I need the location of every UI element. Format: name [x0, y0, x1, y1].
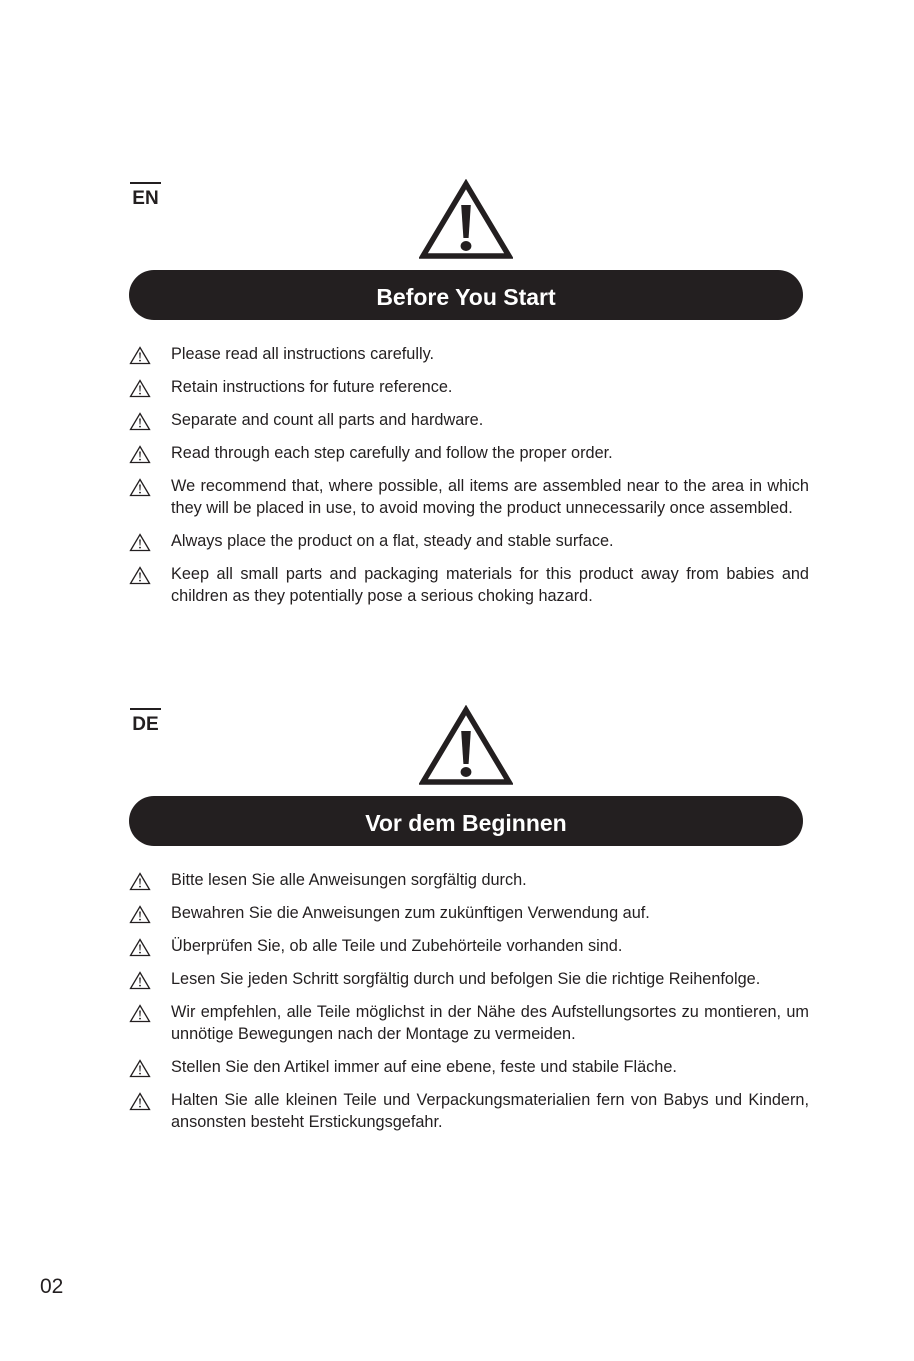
- list-item-text: Wir empfehlen, alle Teile möglichst in der Nähe des Aufstellungsortes zu montieren, um unnötige Bewegungen nach der Montage zu vermeiden.: [171, 1003, 809, 1043]
- list-item-text: Bitte lesen Sie alle Anweisungen sorgfältig durch.: [171, 871, 527, 889]
- warning-triangle-icon: [129, 412, 151, 431]
- list-item: [129, 530, 809, 552]
- list-item-text: Keep all small parts and packaging materials for this product away from babies and children as they potentially pose a serious choking hazard.: [171, 565, 809, 605]
- list-item-text: Always place the product on a flat, steady and stable surface.: [171, 532, 614, 550]
- list-item: [129, 409, 809, 431]
- section-title-de: Vor dem Beginnen: [129, 796, 803, 846]
- list-item: [129, 1089, 809, 1133]
- list-item: [129, 376, 809, 398]
- warning-triangle-icon: [129, 346, 151, 365]
- warning-triangle-icon: [129, 478, 151, 497]
- list-item-text: We recommend that, where possible, all items are assembled near to the area in which they will be placed in use, to avoid moving the product unnecessarily once assembled.: [171, 477, 809, 517]
- list-item: [129, 563, 809, 607]
- list-item-text: Please read all instructions carefully.: [171, 345, 435, 363]
- list-item-text: Retain instructions for future reference.: [171, 378, 453, 396]
- list-item: [129, 935, 809, 957]
- list-item: [129, 1056, 809, 1078]
- language-tag-en: EN: [130, 182, 161, 209]
- page-number: 02: [40, 1275, 64, 1298]
- warning-triangle-icon: [129, 379, 151, 398]
- warning-triangle-icon: [129, 445, 151, 464]
- list-item-text: Halten Sie alle kleinen Teile und Verpackungsmaterialien fern von Babys und Kindern, ansonsten besteht Erstickungsgefahr.: [171, 1091, 809, 1131]
- list-item: [129, 475, 809, 519]
- list-item: [129, 1001, 809, 1045]
- warning-triangle-icon: [129, 566, 151, 585]
- list-item: [129, 442, 809, 464]
- list-item-text: Stellen Sie den Artikel immer auf eine ebene, feste und stabile Fläche.: [171, 1058, 677, 1076]
- list-item: [129, 869, 809, 891]
- warning-triangle-icon: [129, 971, 151, 990]
- list-item-text: Lesen Sie jeden Schritt sorgfältig durch und befolgen Sie die richtige Reihenfolge.: [171, 970, 761, 988]
- warning-triangle-icon: [419, 705, 513, 786]
- list-item-text: Bewahren Sie die Anweisungen zum zukünftigen Verwendung auf.: [171, 904, 650, 922]
- warning-triangle-icon: [129, 872, 151, 891]
- list-item: [129, 968, 809, 990]
- section-title-en: Before You Start: [129, 270, 803, 320]
- warning-triangle-icon: [129, 1059, 151, 1078]
- list-item-text: Read through each step carefully and follow the proper order.: [171, 444, 613, 462]
- warning-triangle-icon: [129, 533, 151, 552]
- warning-triangle-icon: [129, 1004, 151, 1023]
- warning-triangle-icon: [129, 905, 151, 924]
- warning-triangle-icon: [419, 179, 513, 260]
- list-item: [129, 343, 809, 365]
- warning-triangle-icon: [129, 938, 151, 957]
- list-item-text: Separate and count all parts and hardware.: [171, 411, 484, 429]
- list-item-text: Überprüfen Sie, ob alle Teile und Zubehörteile vorhanden sind.: [171, 937, 623, 955]
- instruction-list-en: [129, 343, 809, 618]
- list-item: [129, 902, 809, 924]
- instruction-list-de: [129, 869, 809, 1144]
- language-tag-de: DE: [130, 708, 161, 735]
- warning-triangle-icon: [129, 1092, 151, 1111]
